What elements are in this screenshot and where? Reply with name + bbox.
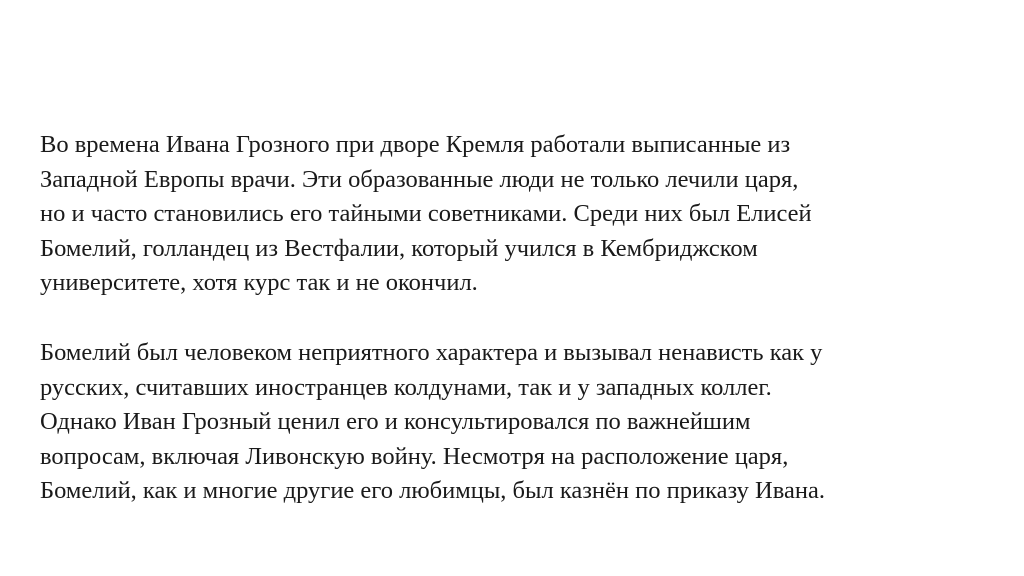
text-line: Бомелий был человеком неприятного характера и вызывал ненависть как у [40,338,823,366]
text-line: Однако Иван Грозный ценил его и консультировался по важнейшим [40,408,751,436]
body-text [40,128,1000,509]
paragraph-2 [40,336,1000,509]
text-line: вопросам, включая Ливонскую войну. Несмотря на расположение царя, [40,442,789,470]
text-line: Западной Европы врачи. Эти образованные люди не только лечили царя, [40,165,799,193]
text-line: университете, хотя курс так и не окончил. [40,269,478,297]
text-line: Бомелий, голландец из Вестфалии, который учился в Кембриджском [40,234,758,262]
text-line: русских, считавших иностранцев колдунами, так и у западных коллег. [40,373,772,401]
text-line: Бомелий, как и многие другие его любимцы, был казнён по приказу Ивана. [40,477,825,505]
paragraph-spacer [40,301,1000,336]
paragraph-1 [40,128,1000,301]
text-line: Во времена Ивана Грозного при дворе Кремля работали выписанные из [40,131,791,158]
text-line: но и часто становились его тайными советниками. Среди них был Елисей [40,200,812,228]
